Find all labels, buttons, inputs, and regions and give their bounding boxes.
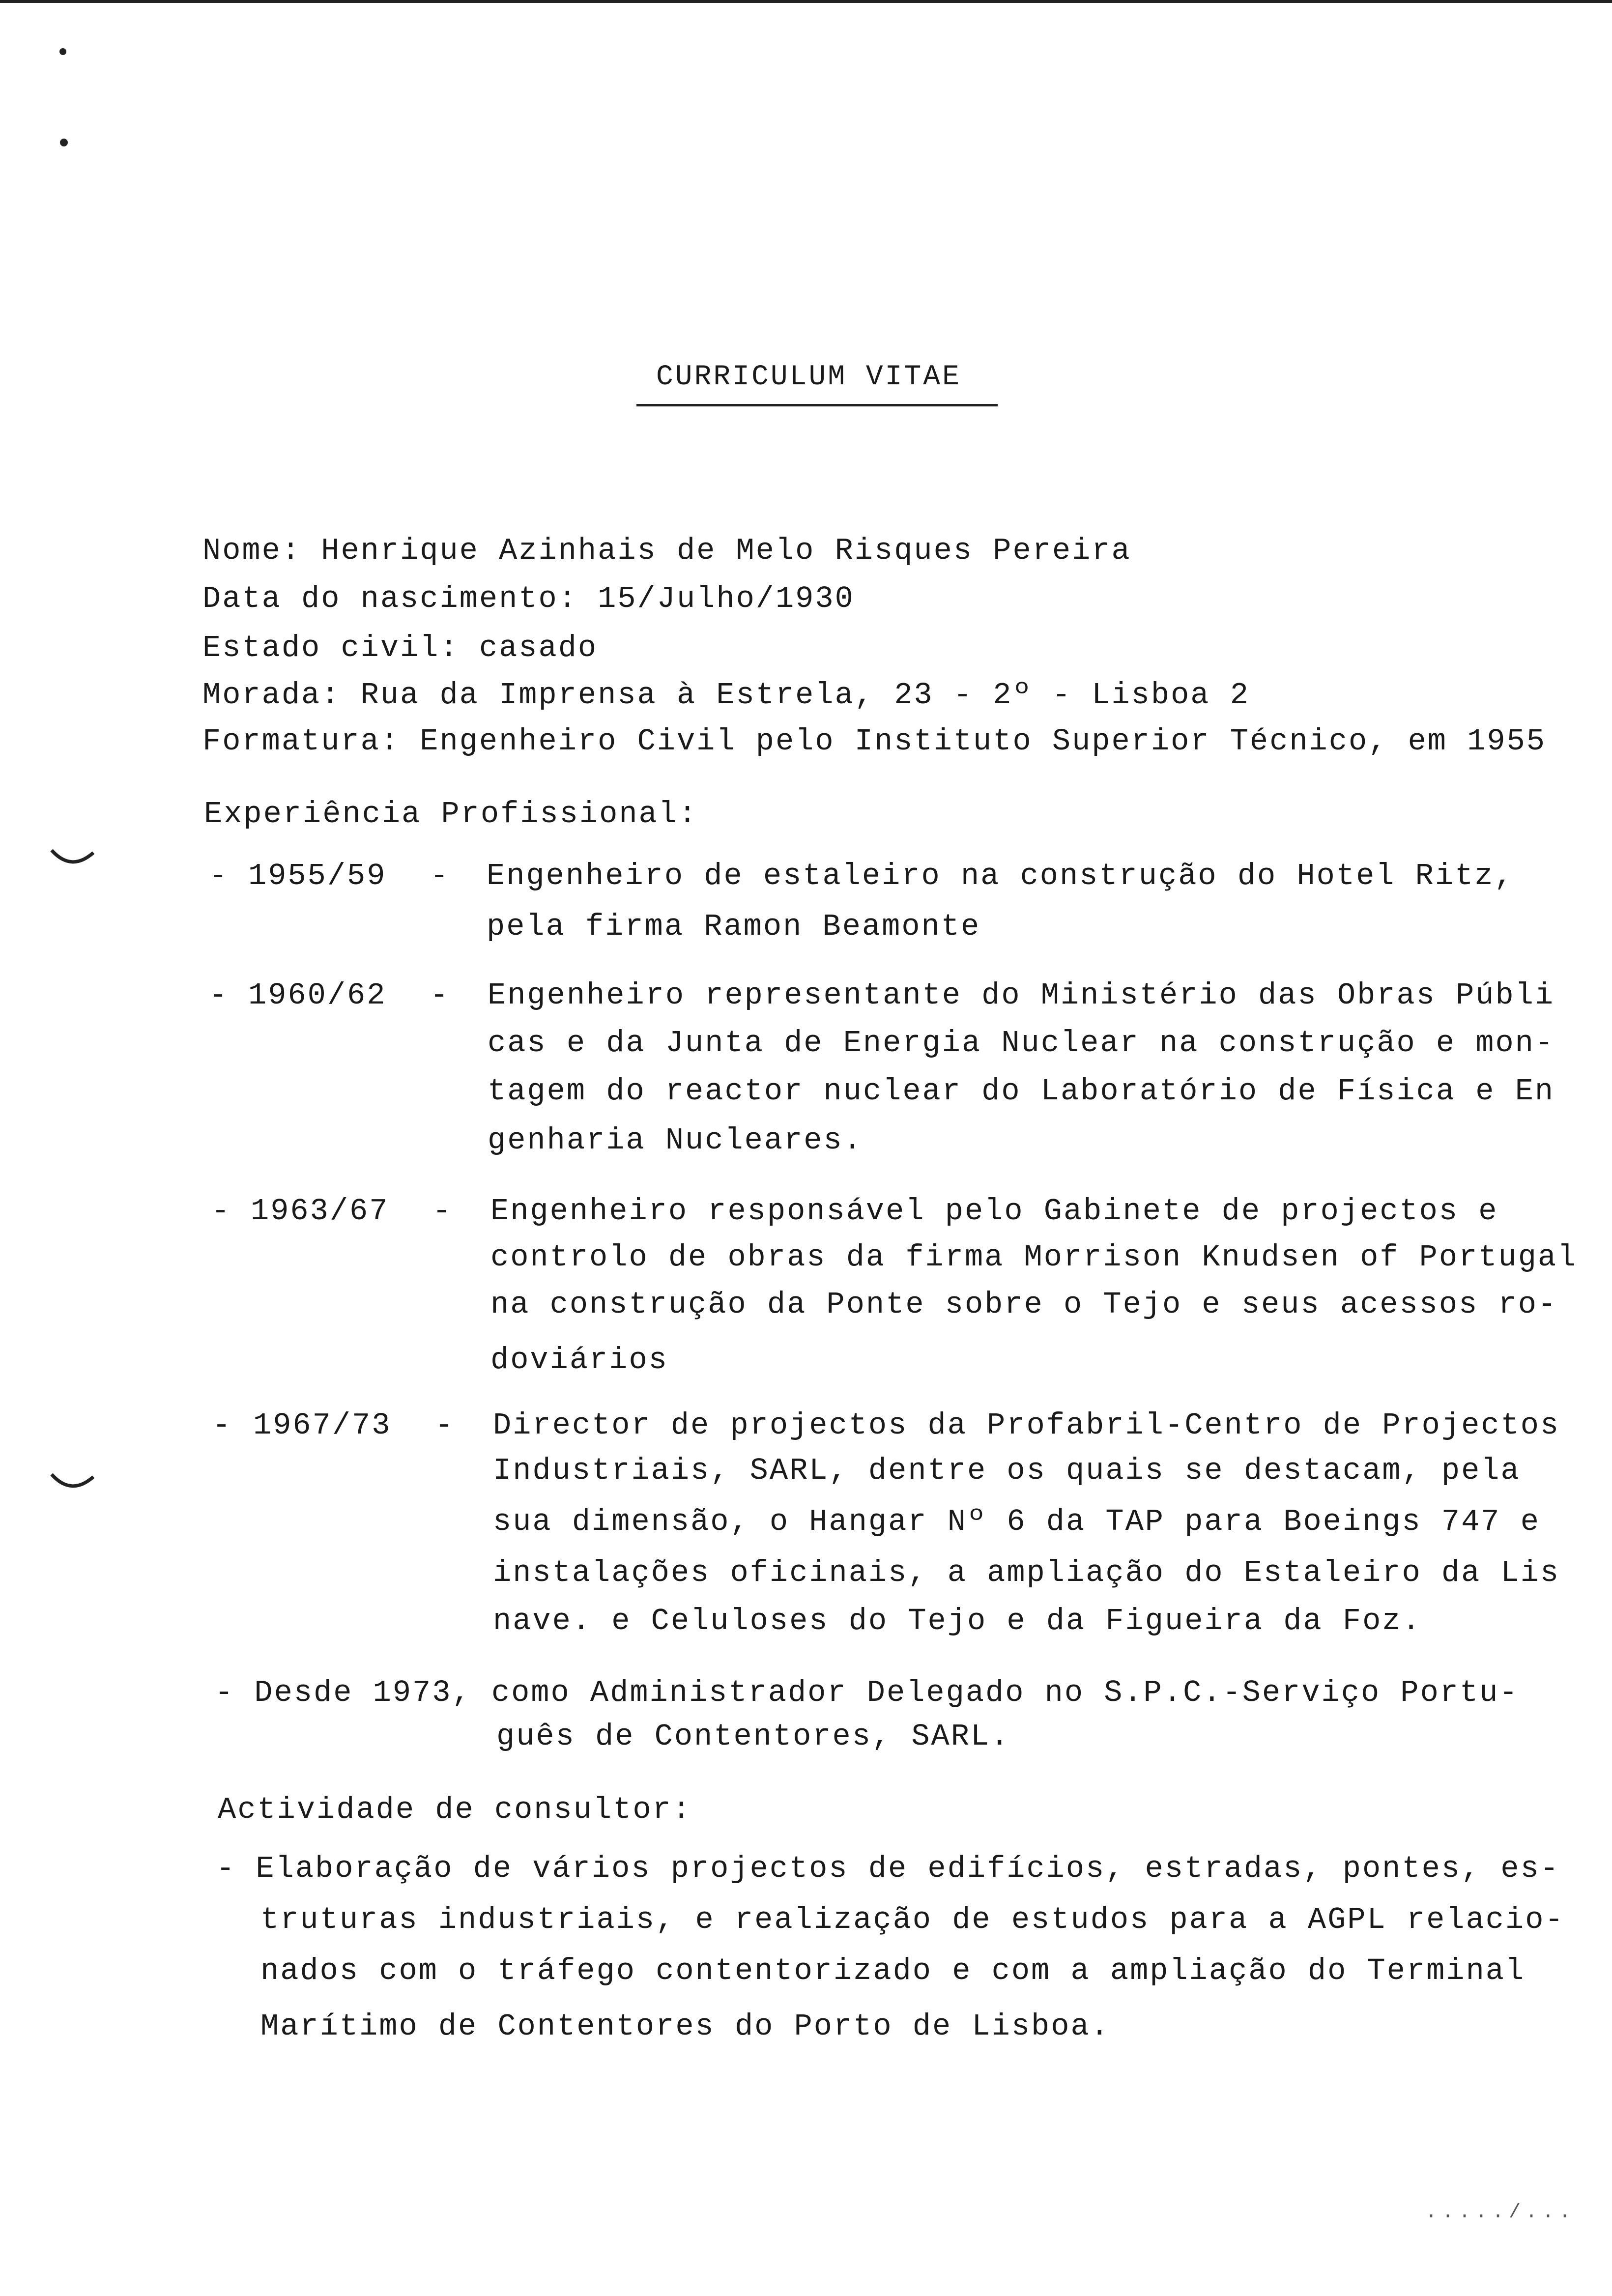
experience-line: cas e da Junta de Energia Nuclear na construção e mon- <box>488 1026 1555 1061</box>
top-edge-line <box>0 0 1612 3</box>
birth-date-line: Data do nascimento: 15/Julho/1930 <box>202 581 855 616</box>
period-dash: - <box>435 1408 455 1443</box>
experience-line: Industriais, SARL, dentre os quais se destacam, pela <box>493 1453 1521 1488</box>
experience-line: pela firma Ramon Beamonte <box>487 909 981 944</box>
marital-status-line: Estado civil: casado <box>202 631 598 665</box>
experience-heading: Experiência Profissional: <box>204 797 698 832</box>
consultant-line: - Elaboração de vários projectos de edifícios, estradas, pontes, es- <box>216 1851 1560 1886</box>
consultant-line: truturas industriais, e realização de estudos para a AGPL relacio- <box>260 1902 1565 1937</box>
experience-line: nave. e Celuloses do Tejo e da Figueira da Foz. <box>493 1604 1422 1638</box>
page-continuation-marker: ...../... <box>1425 2202 1576 2224</box>
bullet-dash: - <box>209 978 229 1013</box>
consultant-heading: Actividade de consultor: <box>218 1792 692 1827</box>
experience-period: 1960/62 <box>248 978 387 1013</box>
experience-line: tagem do reactor nuclear do Laboratório de Física e En <box>488 1074 1555 1109</box>
consultant-line: Marítimo de Contentores do Porto de Lisboa. <box>260 2009 1110 2044</box>
experience-line: genharia Nucleares. <box>488 1123 863 1158</box>
experience-line: Director de projectos da Profabril-Centro de Projectos <box>493 1408 1560 1443</box>
experience-period: 1963/67 <box>251 1194 389 1229</box>
experience-line: Engenheiro representante do Ministério das Obras Públi <box>488 978 1555 1013</box>
degree-line: Formatura: Engenheiro Civil pelo Instituto Superior Técnico, em 1955 <box>202 724 1547 759</box>
current-position-line: - Desde 1973, como Administrador Delegado no S.P.C.-Serviço Portu- <box>215 1675 1519 1710</box>
experience-period: 1955/59 <box>248 859 387 893</box>
period-dash: - <box>430 859 450 893</box>
current-position-line: guês de Contentores, SARL. <box>496 1719 1010 1754</box>
experience-line: sua dimensão, o Hangar Nº 6 da TAP para Boeings 747 e <box>493 1504 1540 1539</box>
address-line: Morada: Rua da Imprensa à Estrela, 23 - 2º - Lisboa 2 <box>202 678 1250 713</box>
consultant-line: nados com o tráfego contentorizado e com a ampliação do Terminal <box>260 1953 1526 1988</box>
experience-line: Engenheiro responsável pelo Gabinete de projectos e <box>490 1194 1498 1229</box>
margin-dots-icon <box>49 39 88 167</box>
experience-line: na construção da Ponte sobre o Tejo e seus acessos ro- <box>490 1287 1558 1322</box>
margin-tick-mark-icon <box>49 1469 98 1499</box>
period-dash: - <box>432 1194 453 1229</box>
margin-tick-mark-icon <box>49 845 98 875</box>
experience-line: instalações oficinais, a ampliação do Estaleiro da Lis <box>493 1555 1560 1590</box>
bullet-dash: - <box>211 1194 231 1229</box>
experience-period: 1967/73 <box>253 1408 392 1443</box>
experience-line: Engenheiro de estaleiro na construção do Hotel Ritz, <box>487 859 1514 893</box>
name-line: Nome: Henrique Azinhais de Melo Risques Pereira <box>202 533 1131 568</box>
bullet-dash: - <box>209 859 229 893</box>
experience-line: doviários <box>490 1343 668 1378</box>
document-title: CURRICULUM VITAE <box>656 361 961 393</box>
title-underline <box>636 404 998 406</box>
experience-line: controlo de obras da firma Morrison Knudsen of Portugal <box>490 1240 1578 1275</box>
bullet-dash: - <box>212 1408 232 1443</box>
period-dash: - <box>430 978 450 1013</box>
